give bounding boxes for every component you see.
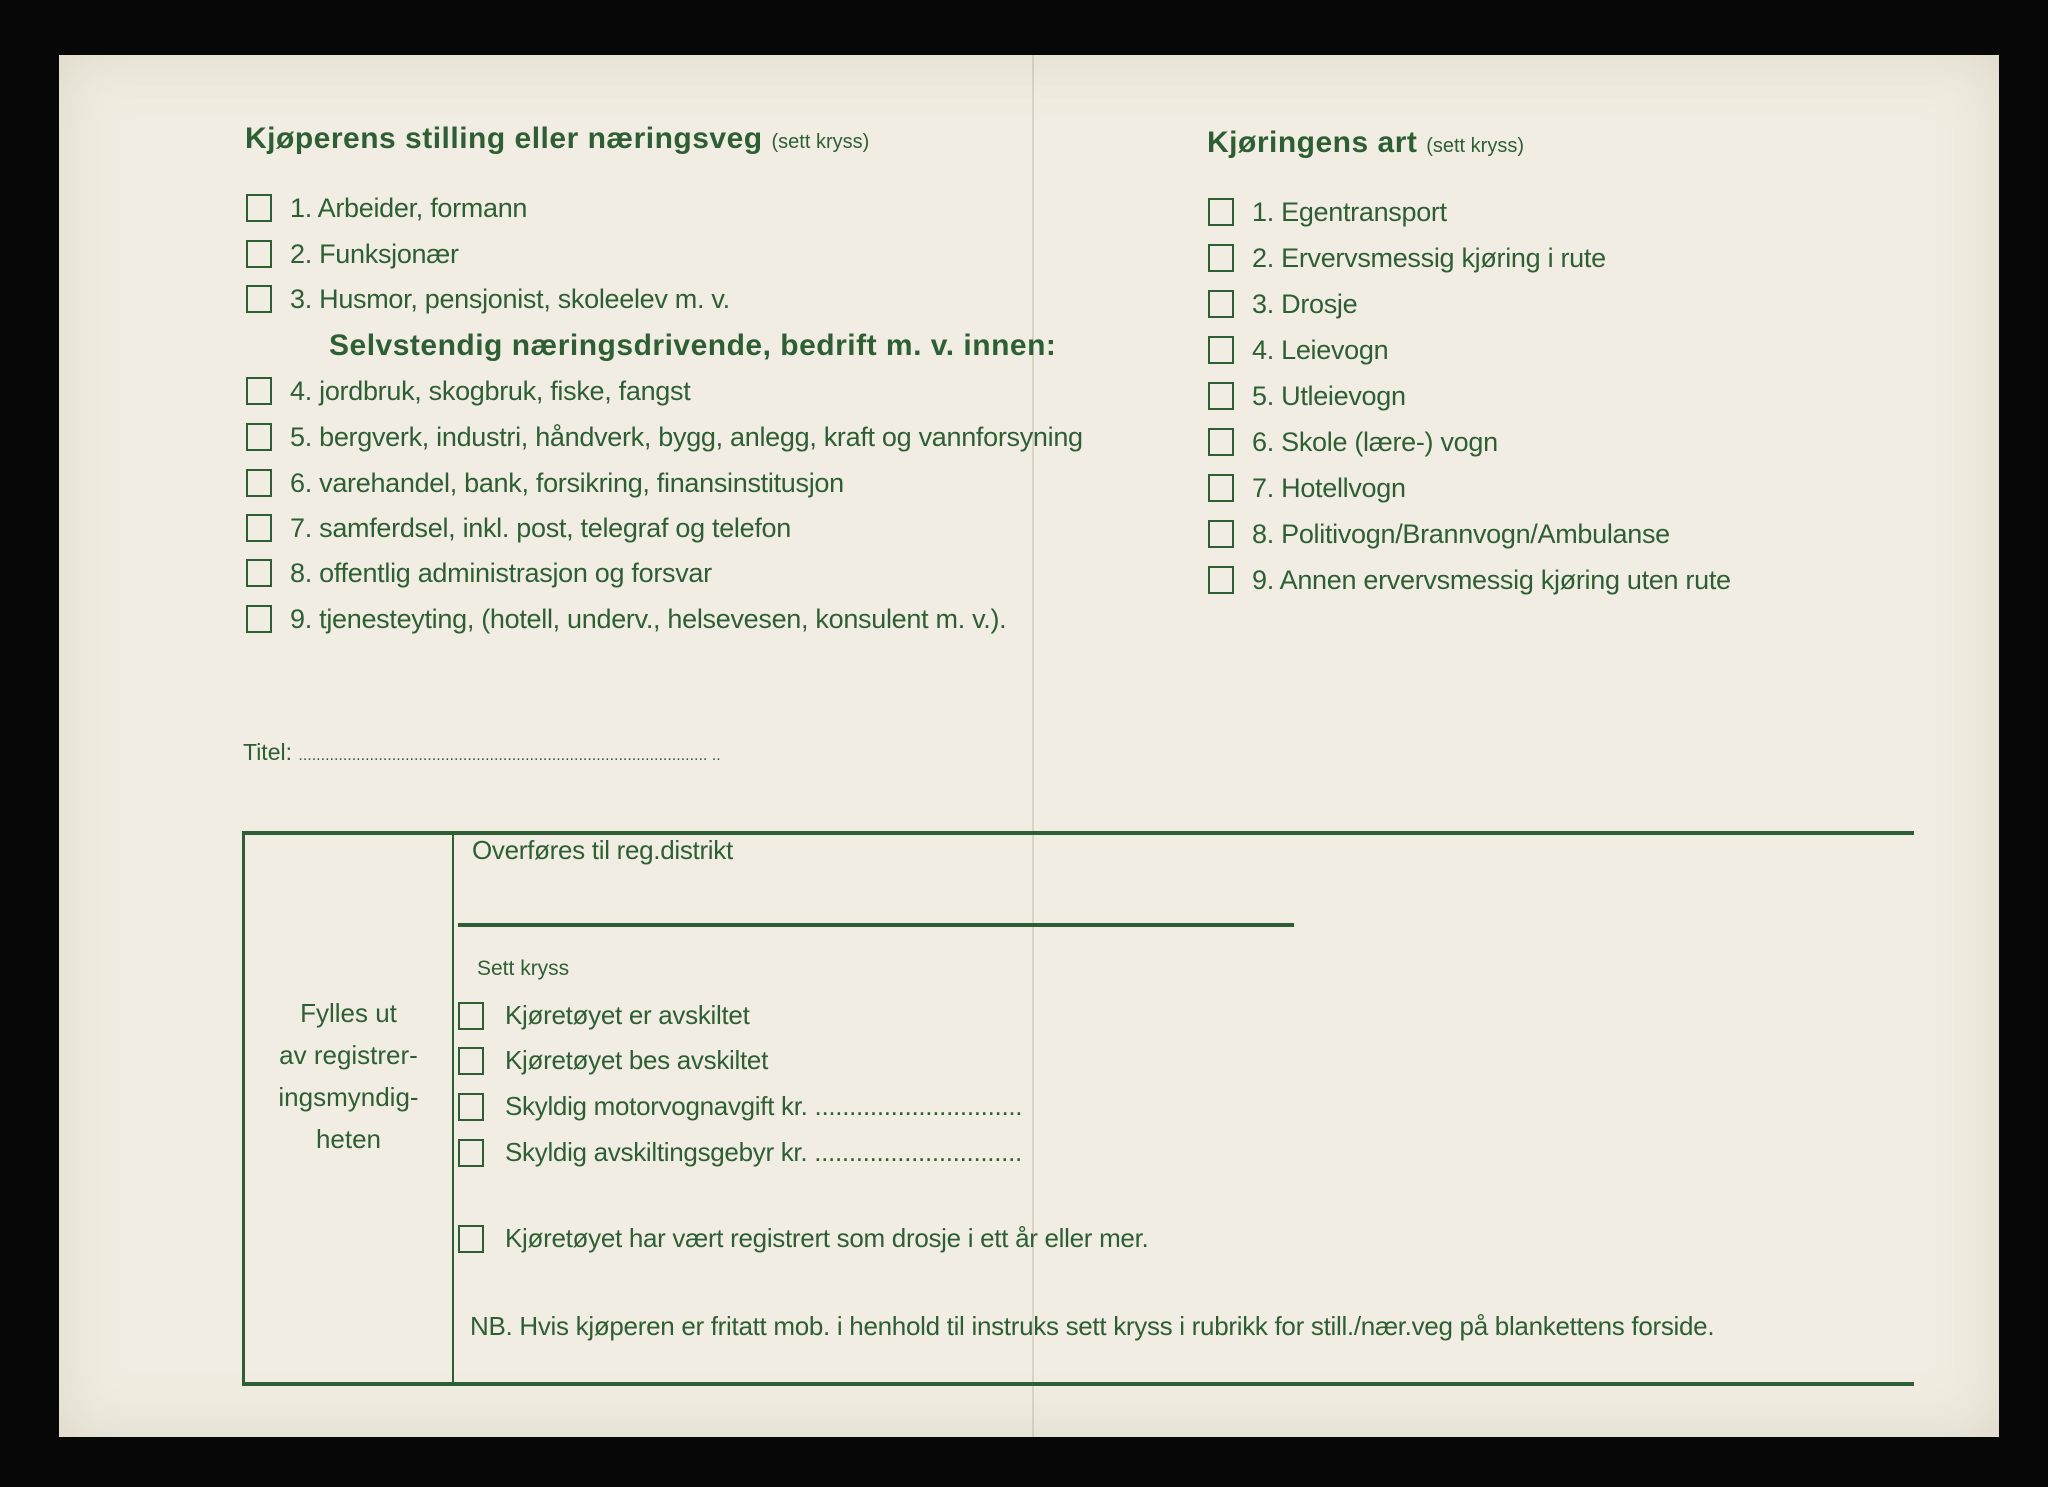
occupation-label-5: 5. bergverk, industri, håndverk, bygg, anlegg, kraft og vannforsyning [290,422,1083,452]
checkbox-driving-4[interactable] [1208,336,1234,364]
checkbox-occupation-2[interactable] [246,240,272,268]
request-deregister-label: Kjøretøyet bes avskiltet [505,1045,768,1075]
title-label: Titel: [243,739,292,765]
checkbox-driving-5[interactable] [1208,382,1234,410]
driving-label-6: 6. Skole (lære-) vogn [1252,427,1498,457]
occupation-label-4: 4. jordbruk, skogbruk, fiske, fangst [290,376,691,406]
deregistered-label: Kjøretøyet er avskiltet [505,1000,750,1030]
heading-note: (sett kryss) [771,131,870,153]
driving-label-1: 1. Egentransport [1252,197,1447,227]
buyer-occupation-heading [245,122,869,156]
plate-fee-owed-label: Skyldig avskiltingsgebyr kr. .............................. [505,1137,1022,1167]
occupation-label-7: 7. samferdsel, inkl. post, telegraf og telefon [290,513,791,543]
driving-label-4: 4. Leievogn [1252,335,1389,365]
checkbox-driving-9[interactable] [1208,566,1234,594]
occupation-label-3: 3. Husmor, pensjonist, skoleelev m. v. [290,284,730,314]
checkbox-driving-6[interactable] [1208,428,1234,456]
checkbox-request-deregister[interactable] [458,1047,484,1075]
heading-text: Kjøringens art [1207,126,1418,159]
checkbox-driving-2[interactable] [1208,244,1234,272]
self-employed-subheading: Selvstendig næringsdrivende, bedrift m. v. innen: [329,329,1057,362]
taxi-registered-label: Kjøretøyet har vært registrert som drosje i ett år eller mer. [505,1223,1149,1253]
checkbox-occupation-1[interactable] [246,194,272,222]
occupation-label-6: 6. varehandel, bank, forsikring, finansinstitusjon [290,468,844,498]
checkbox-occupation-8[interactable] [246,559,272,587]
driving-label-7: 7. Hotellvogn [1252,473,1406,503]
checkbox-deregistered[interactable] [458,1002,484,1030]
driving-label-9: 9. Annen ervervsmessig kjøring uten rute [1252,565,1731,595]
checkbox-occupation-4[interactable] [246,377,272,405]
driving-label-8: 8. Politivogn/Brannvogn/Ambulanse [1252,519,1670,549]
checkbox-driving-7[interactable] [1208,474,1234,502]
side-label-line: av registrer- [279,1040,418,1070]
nb-note: NB. Hvis kjøperen er fritatt mob. i henhold til instruks sett kryss i rubrikk for still./nær.veg på blankettens forside. [470,1311,1715,1341]
title-dots: ............................................................................................ .. [298,747,721,764]
checkbox-occupation-9[interactable] [246,605,272,633]
heading-text: Kjøperens stilling eller næringsveg [245,122,763,155]
side-label-line: Fylles ut [300,998,397,1028]
checkbox-plate-fee-owed[interactable] [458,1139,484,1167]
checkbox-occupation-6[interactable] [246,469,272,497]
checkbox-motor-tax-owed[interactable] [458,1093,484,1121]
driving-type-heading [1207,126,1524,160]
occupation-label-9: 9. tjenesteyting, (hotell, underv., helsevesen, konsulent m. v.). [290,604,1007,634]
driving-label-2: 2. Ervervsmessig kjøring i rute [1252,243,1606,273]
checkbox-driving-3[interactable] [1208,290,1234,318]
side-label-line: ingsmyndig- [278,1082,419,1112]
occupation-label-2: 2. Funksjonær [290,239,459,269]
registry-side-label [245,992,452,1160]
checkbox-occupation-5[interactable] [246,423,272,451]
box-bottom-rule [242,1382,1914,1386]
title-field[interactable] [243,739,721,766]
occupation-label-8: 8. offentlig administrasjon og forsvar [290,558,712,588]
checkbox-occupation-7[interactable] [246,514,272,542]
occupation-label-1: 1. Arbeider, formann [290,193,528,223]
box-divider [452,835,454,1382]
transfer-district-field-line[interactable] [458,923,1294,927]
heading-note: (sett kryss) [1426,135,1524,157]
checkbox-taxi-registered[interactable] [458,1225,484,1253]
checkbox-occupation-3[interactable] [246,285,272,313]
checkbox-driving-1[interactable] [1208,198,1234,226]
transfer-district-label: Overføres til reg.distrikt [472,835,733,865]
motor-tax-owed-label: Skyldig motorvognavgift kr. .............................. [505,1091,1023,1121]
checkbox-driving-8[interactable] [1208,520,1234,548]
driving-label-3: 3. Drosje [1252,289,1358,319]
side-label-line: heten [315,1124,382,1154]
driving-label-5: 5. Utleievogn [1252,381,1406,411]
sett-kryss-label: Sett kryss [477,957,570,980]
